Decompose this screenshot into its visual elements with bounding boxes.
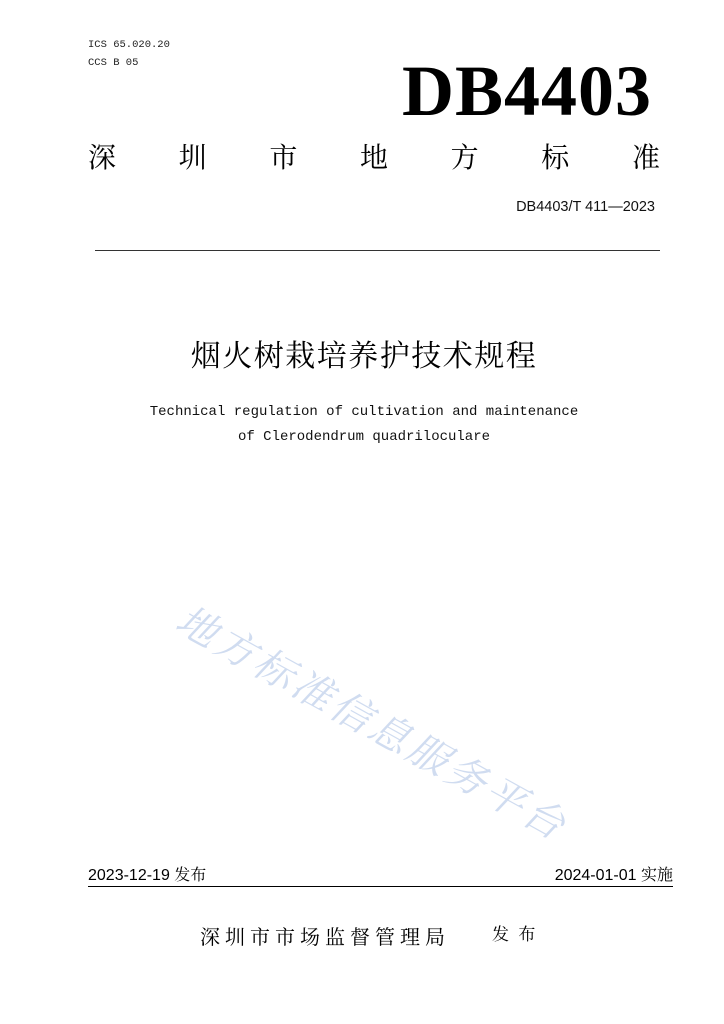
document-title-en-line2: of Clerodendrum quadriloculare <box>237 429 491 445</box>
effective-date: 2024-01-01 实施 <box>554 867 673 884</box>
issue-label: 发 布 <box>492 925 538 945</box>
category-char: 圳 <box>178 141 207 174</box>
category-char: 市 <box>269 141 298 174</box>
standard-code-heading: DB4403 <box>401 51 652 131</box>
publish-date: 2023-12-19 发布 <box>88 867 207 884</box>
category-char: 准 <box>631 141 660 174</box>
watermark: 地方标准信息服务平台 <box>168 597 576 851</box>
category-char: 地 <box>359 141 388 174</box>
document-title-zh: 烟火树栽培养护技术规程 <box>190 339 538 374</box>
standard-number: DB4403/T 411—2023 <box>516 199 655 215</box>
category-char: 方 <box>450 141 479 174</box>
category-char: 标 <box>541 141 570 174</box>
ccs-code: CCS B 05 <box>88 57 139 69</box>
ics-code: ICS 65.020.20 <box>88 39 170 51</box>
header-divider <box>95 250 660 251</box>
standard-category <box>88 141 660 174</box>
document-title-en-line1: Technical regulation of cultivation and maintenance <box>149 404 579 420</box>
category-char: 深 <box>88 141 117 174</box>
issuing-authority: 深圳市市场监督管理局 <box>200 925 450 949</box>
dates-row <box>88 866 673 887</box>
